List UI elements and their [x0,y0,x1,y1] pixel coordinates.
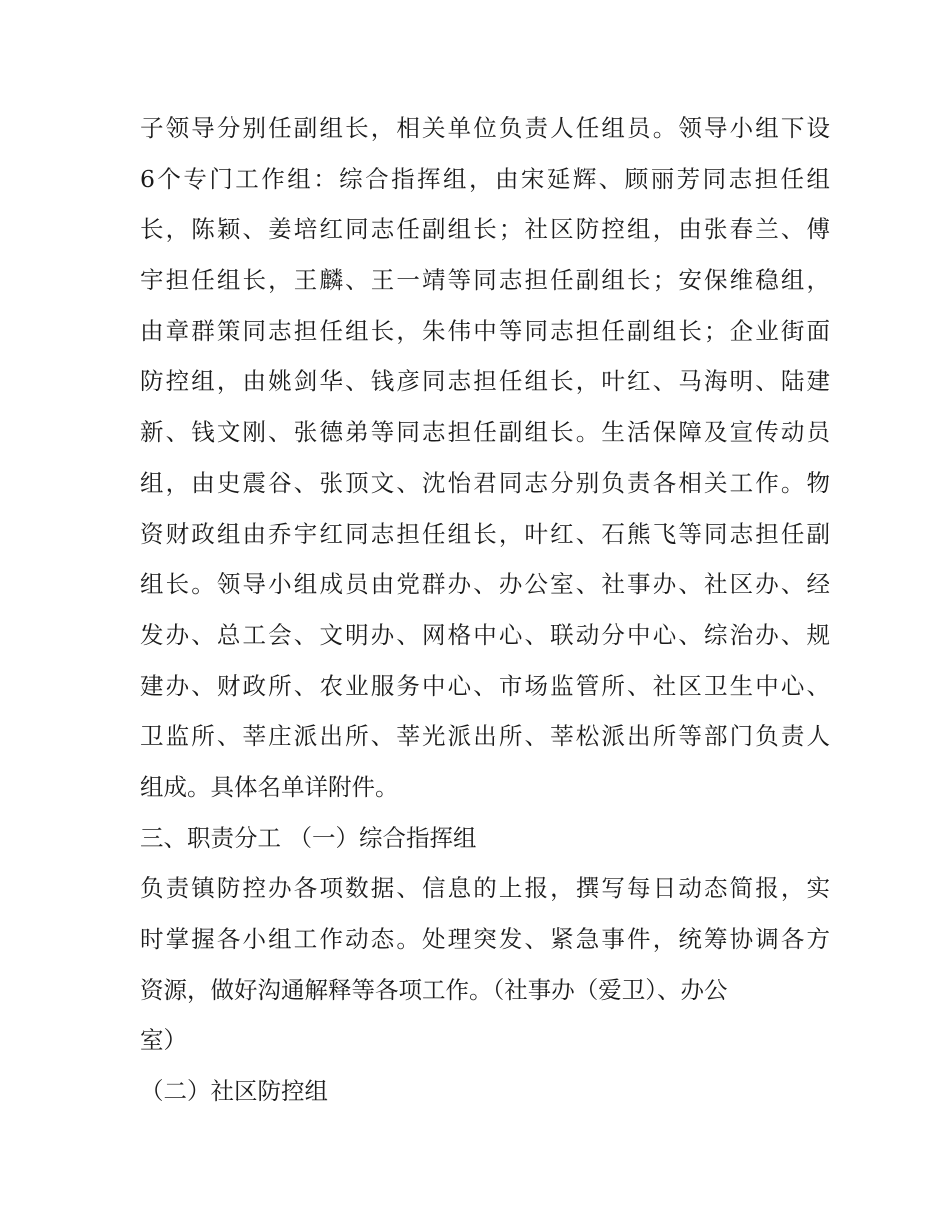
subsection-heading-2: （二）社区防控组 [140,1077,328,1106]
text-line-5: 由章群策同志担任组长，朱伟中等同志担任副组长；企业街面 [140,316,830,345]
text-line-2: 6个专门工作组：综合指挥组，由宋延辉、顾丽芳同志担任组 [140,164,830,193]
text-line-14: 组成。具体名单详附件。 [140,772,399,801]
text-line-17: 时掌握各小组工作动态。处理突发、紧急事件，统筹协调各方 [140,925,830,953]
section-heading-3: 三、职责分工 （一）综合指挥组 [140,823,477,852]
text-line-19: 室） [140,1026,187,1055]
text-line-4: 宇担任组长，王麟、王一靖等同志担任副组长；安保维稳组， [140,266,830,295]
document-body [140,103,830,1117]
text-line-11: 发办、总工会、文明办、网格中心、联动分中心、综治办、规 [140,620,830,649]
text-line-3: 长，陈颖、姜培红同志任副组长；社区防控组，由张春兰、傅 [140,215,830,244]
text-line-9: 资财政组由乔宇红同志担任组长，叶红、石熊飞等同志担任副 [140,519,830,548]
text-line-16: 负责镇防控办各项数据、信息的上报，撰写每日动态简报，实 [140,874,830,903]
text-line-18: 资源，做好沟通解释等各项工作。（社事办（爱卫）、办公 [140,975,728,1004]
text-line-1: 子领导分别任副组长，相关单位负责人任组员。领导小组下设 [140,114,830,142]
text-line-6: 防控组，由姚剑华、钱彦同志担任组长，叶红、马海明、陆建 [140,367,830,396]
text-line-12: 建办、财政所、农业服务中心、市场监管所、社区卫生中心、 [140,671,830,700]
text-line-7: 新、钱文刚、张德弟等同志担任副组长。生活保障及宣传动员 [140,418,830,447]
text-line-10: 组长。领导小组成员由党群办、办公室、社事办、社区办、经 [140,570,830,599]
text-line-13: 卫监所、莘庄派出所、莘光派出所、莘松派出所等部门负责人 [140,722,830,751]
text-line-8: 组，由史震谷、张顶文、沈怡君同志分别负责各相关工作。物 [140,468,830,497]
